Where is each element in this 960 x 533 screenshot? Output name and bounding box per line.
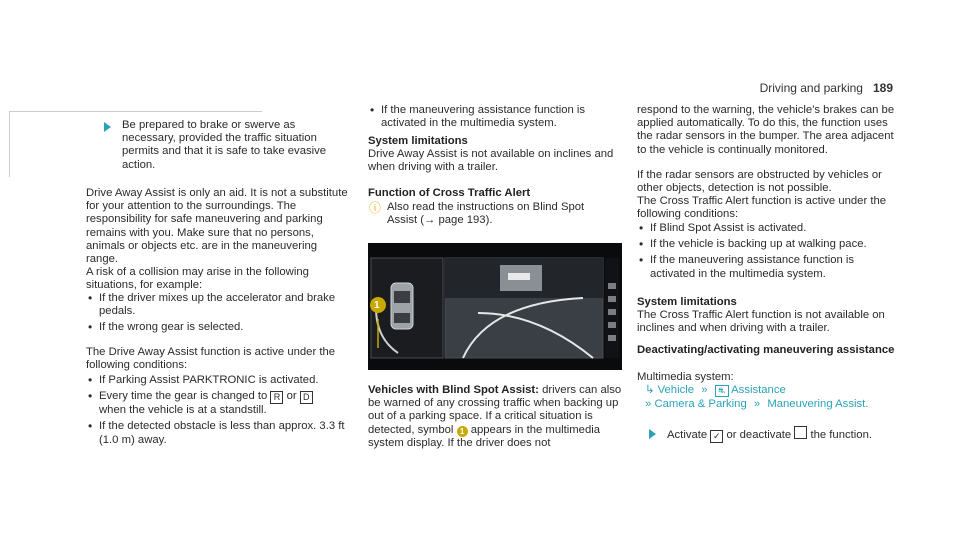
menu-entry-icon: ↳ bbox=[645, 384, 655, 396]
list-item: • If the vehicle is backing up at walking pace. bbox=[637, 238, 899, 251]
list-item: • If the wrong gear is selected. bbox=[86, 321, 348, 334]
bullet-list bbox=[368, 104, 623, 130]
paragraph: Drive Away Assist is not available on inclines and when driving with a trailer. bbox=[368, 148, 614, 174]
caption-text: appears in the multimedia system display. If the driver does not bbox=[368, 423, 601, 449]
section-title: Driving and parking bbox=[759, 81, 863, 95]
gear-r-icon: R bbox=[270, 391, 283, 404]
list-item: • If the detected obstacle is less than approx. 3.3 ft (1.0 m) away. bbox=[86, 420, 348, 446]
paragraph: The Cross Traffic Alert function is not available on inclines and when driving with a trailer. bbox=[637, 309, 885, 335]
action-step bbox=[667, 426, 899, 443]
paragraph: The Cross Traffic Alert function is active under the following conditions: bbox=[637, 195, 887, 221]
bullet-list bbox=[86, 292, 348, 335]
paragraph: Drive Away Assist is only an aid. It is not a substitute for your attention to the surroundings. The responsibility for safe maneuvering and parking remains with you. Make sure that no persons, animals or objects etc. are in the maneuvering range. bbox=[86, 187, 348, 266]
car-icon: ⛐ bbox=[715, 385, 729, 397]
action-text: the function. bbox=[810, 429, 872, 441]
warning-note: Be prepared to brake or swerve as necessary, provided the traffic situation permits and that it is safe to take evasive action. bbox=[122, 119, 327, 171]
conjunction: or bbox=[286, 390, 297, 403]
gear-d-icon: D bbox=[300, 391, 313, 404]
list-item: • If the maneuvering assistance function is activated in the multimedia system. bbox=[637, 254, 899, 280]
caption-text: drivers can also be warned of any crossing traffic when backing up out of a parking space. If a critical situation is detected, symbol bbox=[368, 384, 622, 436]
checkbox-unchecked-icon bbox=[794, 426, 807, 439]
callout-number: 1 bbox=[374, 300, 380, 311]
paragraph: Multimedia system: bbox=[637, 371, 734, 383]
section-heading: Function of Cross Traffic Alert bbox=[368, 187, 531, 199]
camera-view-illustration bbox=[368, 243, 622, 370]
paragraph: A risk of a collision may arise in the following situations, for example: bbox=[86, 266, 309, 292]
list-item: • If the driver mixes up the accelerator and brake pedals. bbox=[86, 292, 348, 318]
info-note: Also read the instructions on Blind Spot Assist (→ page 193). bbox=[387, 201, 585, 227]
bullet-list bbox=[637, 222, 899, 281]
page-number: 189 bbox=[872, 81, 893, 95]
marker-1-icon: 1 bbox=[457, 426, 468, 437]
menu-path bbox=[645, 398, 899, 411]
paragraph: The Drive Away Assist function is active under the following conditions: bbox=[86, 346, 336, 372]
list-item-text: Every time the gear is changed to bbox=[99, 390, 268, 403]
action-arrow-icon bbox=[649, 429, 656, 439]
paragraph bbox=[368, 384, 623, 450]
action-arrow-icon bbox=[104, 122, 111, 132]
paragraph: If the radar sensors are obstructed by vehicles or other objects, detection is not possible. bbox=[637, 169, 882, 195]
list-item: • If the maneuvering assistance function is activated in the multimedia system. bbox=[368, 104, 623, 130]
running-header bbox=[760, 82, 893, 95]
action-text: Activate bbox=[667, 429, 708, 441]
chevron-icon: » bbox=[645, 398, 652, 410]
menu-item-assistance: Assistance bbox=[731, 384, 786, 396]
list-item-text: when the vehicle is at a standstill. bbox=[99, 404, 267, 417]
section-heading: System limitations bbox=[368, 135, 468, 147]
list-item: • If Blind Spot Assist is activated. bbox=[637, 222, 899, 235]
list-item bbox=[86, 390, 348, 417]
section-heading: System limitations bbox=[637, 296, 737, 308]
paragraph: respond to the warning, the vehicle's brakes can be applied automatically. To do this, the function uses the radar sensors in the bumper. The area adjacent to the vehicle is continually monitored. bbox=[637, 104, 895, 156]
action-text: or deactivate bbox=[726, 429, 792, 441]
list-item: • If Parking Assist PARKTRONIC is activated. bbox=[86, 374, 348, 387]
checkbox-checked-icon: ✓ bbox=[710, 430, 723, 443]
caption-lead: Vehicles with Blind Spot Assist: bbox=[368, 384, 539, 396]
bullet-list bbox=[86, 374, 348, 447]
section-heading: Deactivating/activating maneuvering assistance bbox=[637, 344, 895, 356]
chevron-icon: » bbox=[701, 384, 708, 396]
menu-item-vehicle: Vehicle bbox=[657, 384, 695, 396]
chevron-icon: » bbox=[753, 398, 761, 410]
menu-item-maneuvering-assist: Maneuvering Assist. bbox=[767, 398, 869, 410]
menu-path bbox=[645, 384, 899, 397]
info-icon: ⓘ bbox=[369, 201, 382, 215]
menu-item-camera-parking: Camera & Parking bbox=[654, 398, 747, 410]
camera-display-image bbox=[368, 243, 622, 370]
